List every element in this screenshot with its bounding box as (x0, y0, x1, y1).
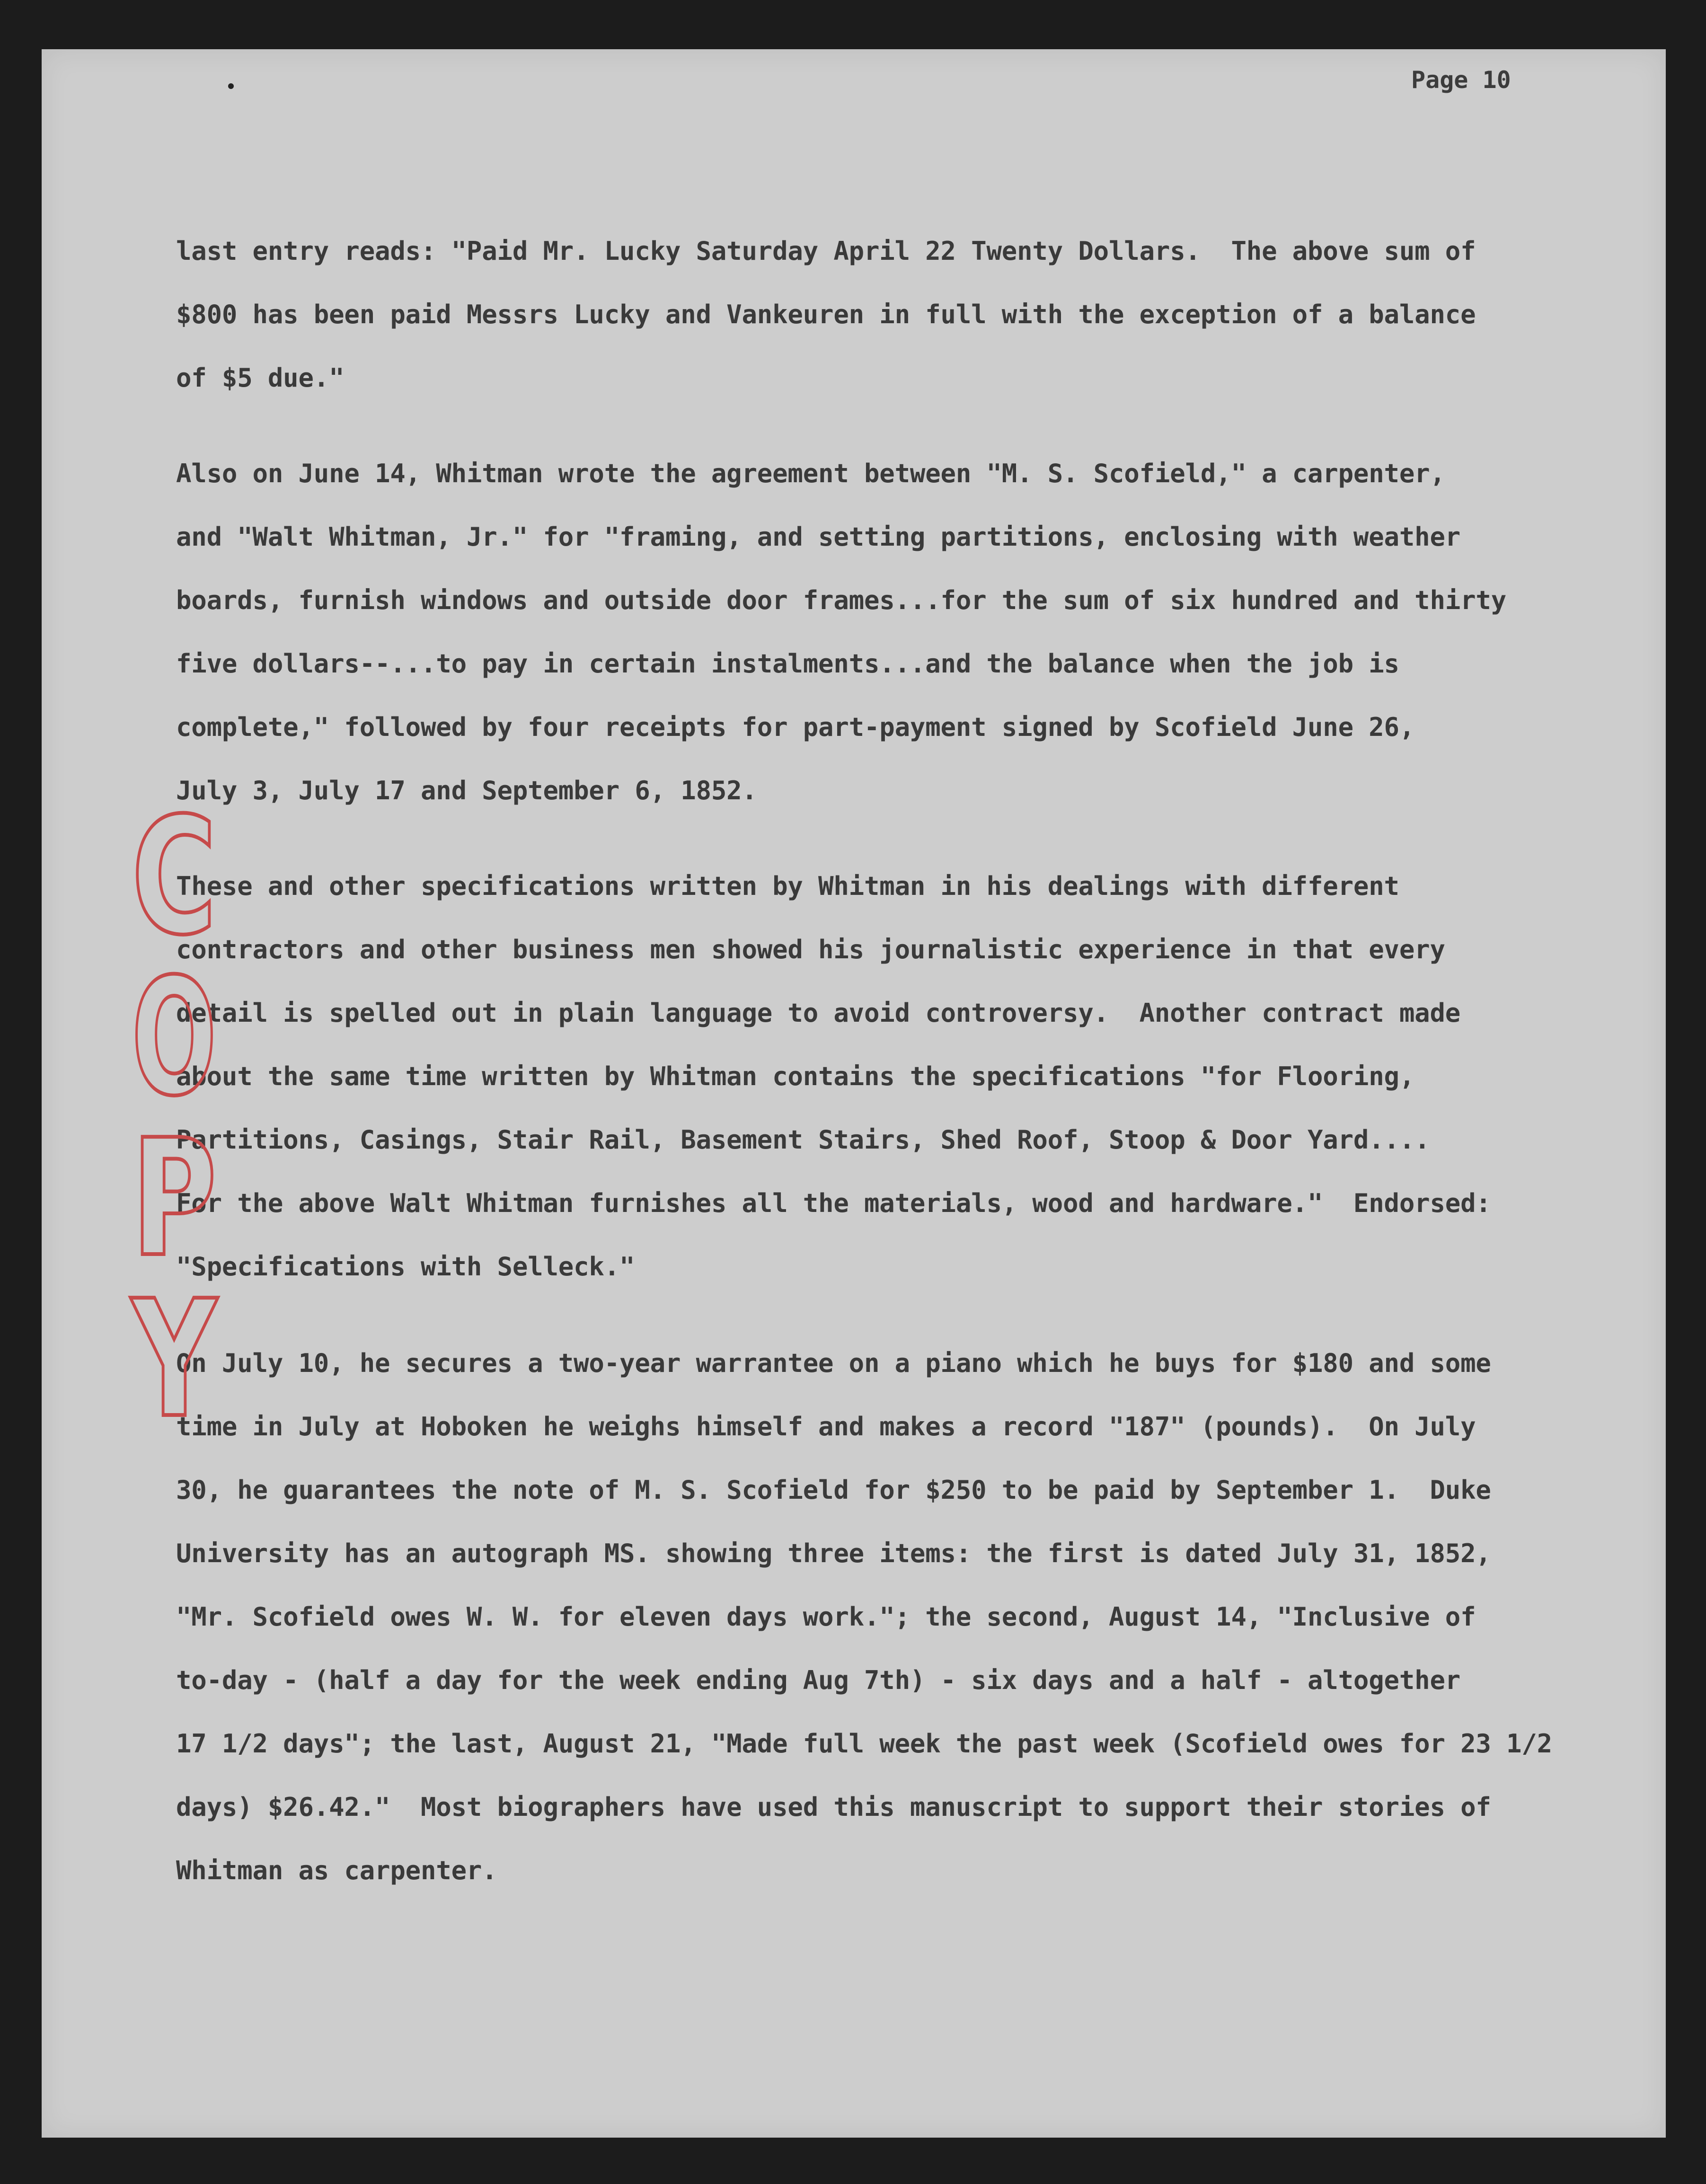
stray-ink-mark (228, 83, 234, 89)
text-line: On July 10, he secures a two-year warrantee on a piano which he buys for $180 and some (176, 1348, 1491, 1378)
text-line: complete," followed by four receipts for part-payment signed by Scofield June 26, (176, 712, 1415, 742)
stamp-letter-p: P (132, 1105, 217, 1292)
page-number: Page 10 (1411, 66, 1511, 94)
text-line: These and other specifications written by Whitman in his dealings with different (176, 871, 1399, 901)
text-line: Partitions, Casings, Stair Rail, Basement Stairs, Shed Roof, Stoop & Door Yard.... (176, 1125, 1430, 1155)
stamp-letter-c: C (132, 783, 217, 971)
text-line: detail is spelled out in plain language to avoid controversy. Another contract made (176, 998, 1461, 1028)
text-line: time in July at Hoboken he weighs himself and makes a record "187" (pounds). On July (176, 1412, 1476, 1441)
copy-stamp (127, 776, 221, 1453)
text-line: University has an autograph MS. showing three items: the first is dated July 31, 1852, (176, 1539, 1491, 1568)
text-line: Also on June 14, Whitman wrote the agreement between "M. S. Scofield," a carpenter, (176, 459, 1445, 488)
text-line: "Specifications with Selleck." (176, 1252, 635, 1282)
stamp-letter-o: O (132, 944, 217, 1132)
text-line: about the same time written by Whitman contains the specifications "for Flooring, (176, 1061, 1415, 1091)
text-line: contractors and other business men showed his journalistic experience in that every (176, 935, 1445, 964)
text-line: boards, furnish windows and outside door frames...for the sum of six hundred and thirty (176, 585, 1507, 615)
text-line: 17 1/2 days"; the last, August 21, "Made full week the past week (Scofield owes for 23 1/2 (176, 1729, 1552, 1759)
text-line: and "Walt Whitman, Jr." for "framing, and setting partitions, enclosing with weather (176, 522, 1461, 552)
text-line: to-day - (half a day for the week ending Aug 7th) - six days and a half - altogether (176, 1665, 1461, 1695)
text-line: For the above Walt Whitman furnishes all the materials, wood and hardware." Endorsed: (176, 1188, 1491, 1218)
text-line: of $5 due." (176, 363, 345, 393)
text-line: 30, he guarantees the note of M. S. Scofield for $250 to be paid by September 1. Duke (176, 1475, 1491, 1505)
text-line: July 3, July 17 and September 6, 1852. (176, 776, 757, 805)
text-line: last entry reads: "Paid Mr. Lucky Saturday April 22 Twenty Dollars. The above sum of (176, 236, 1476, 266)
stamp-letter-y: Y (130, 1266, 218, 1453)
text-line: five dollars--...to pay in certain instalments...and the balance when the job is (176, 649, 1399, 679)
text-line: $800 has been paid Messrs Lucky and Vankeuren in full with the exception of a balance (176, 300, 1476, 329)
text-line: Whitman as carpenter. (176, 1856, 497, 1885)
document-page (42, 49, 1666, 2138)
text-line: "Mr. Scofield owes W. W. for eleven days work."; the second, August 14, "Inclusive of (176, 1602, 1476, 1632)
text-line: days) $26.42." Most biographers have used this manuscript to support their stories of (176, 1792, 1491, 1822)
